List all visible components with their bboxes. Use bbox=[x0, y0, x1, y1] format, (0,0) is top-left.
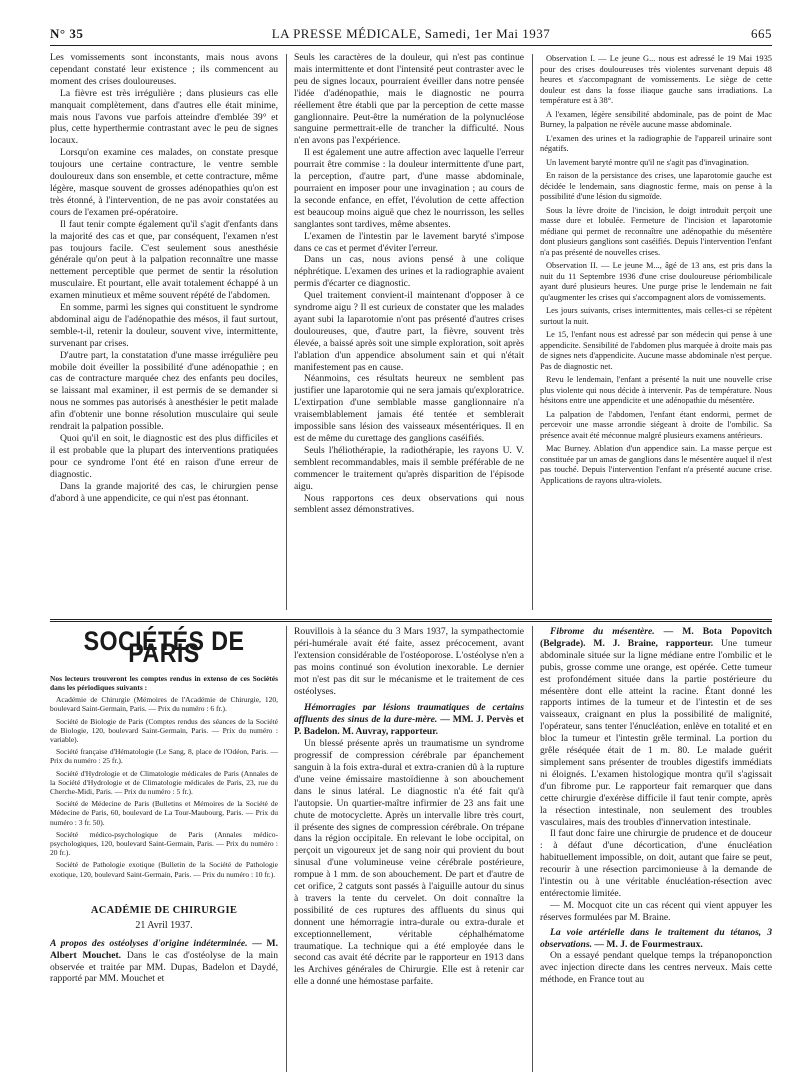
top-middle-column bbox=[294, 52, 524, 612]
article-author: — MM. J. Pervès et P. Badelon. M. Auvray, rapporteur. bbox=[294, 714, 524, 738]
session-date: 21 Avril 1937. bbox=[135, 919, 193, 931]
paragraph: Néanmoins, ces résultats heureux ne semblent pas justifier une laparotomie qui ne sera jamais qu'exploratrice. L'extirpation d'une semblable masse ganglionnaire n'a vraisemblablement jamais été tentée et semblerait impossible sans lésion des vaisseaux mésentériques. Il en est de même du curettage des ganglions caséifiés. bbox=[294, 373, 524, 444]
paragraph: Les vomissements sont inconstants, mais nous avons cependant constaté leur existence ; ils commencent au moment des crises douloureuses. bbox=[50, 52, 278, 87]
observation-paragraph: Observation II. — Le jeune M..., âgé de 13 ans, est pris dans la nuit du 11 Septembre 1936 d'une crise douloureuse périombilicale ayant duré plusieurs heures. Une purge prise le lendemain ne fait qu'augmenter les crises qui s'accompagnent alors de vomissements. bbox=[540, 261, 772, 302]
column-divider bbox=[532, 626, 533, 1072]
column-divider bbox=[286, 626, 287, 1072]
article-author: — M. J. de Fourmestraux. bbox=[594, 938, 703, 950]
page-header bbox=[50, 26, 772, 46]
column-divider bbox=[532, 54, 533, 610]
bottom-middle-column bbox=[294, 626, 524, 1074]
page-number: 665 bbox=[751, 26, 772, 41]
paragraph: Rouvillois à la séance du 3 Mars 1937, la sympathectomie péri-humérale avait été faite, assez précocement, avant l'extension considérable de l'ostéoporose. L'ostéolyse n'en a pas moins continué son évolution inexorable. Le dernier mot n'est pas dit sur le mécanisme et le traitement de ces ostéolyses. bbox=[294, 626, 524, 697]
societe-entry: Société de Biologie de Paris (Comptes rendus des séances de la Société de Biologie, 120, boulevard Saint-Germain, Paris. — Prix du numéro : variable). bbox=[50, 716, 278, 745]
observation-paragraph: La palpation de l'abdomen, l'enfant étant endormi, permet de percevoir une masse arrondie siégeant à droite de l'ombilic. Sa présence avait été méconnue malgré plusieurs examens antérieurs. bbox=[540, 409, 772, 440]
journal-title: LA PRESSE MÉDICALE, Samedi, 1er Mai 1937 bbox=[271, 26, 551, 41]
article-heading: La voie artérielle dans le traitement du tétanos, 3 observations. bbox=[540, 926, 772, 950]
observation-paragraph: Revu le lendemain, l'enfant a présenté la nuit une nouvelle crise plus violente qui nous décide à intervenir. Pas de température. Nous hésitons entre une appendicite et une adénopathie du mésentère. bbox=[540, 375, 772, 405]
paragraph: — M. Mocquot cite un cas récent qui vient appuyer les réserves formulées par M. Braine. bbox=[540, 899, 772, 923]
observation-paragraph: En raison de la persistance des crises, une laparotomie gauche est décidée le lendemain, sans diagnostic ferme, mais on pense à la possibilité d'une lésion du sigmoïde. bbox=[540, 171, 772, 201]
paragraph: Il faut tenir compte également qu'il s'agit d'enfants dans la majorité des cas et que, par conséquent, l'examen n'est pas toujours facile. C'est seulement sous anesthésie générale qu'on peut à la palpation reconnaître une masse nettement perceptible que permet de sentir la résolution musculaire. Et pourtant, elle avait totalement échappé à un examen minutieux et même souvent répété de l'abdomen. bbox=[50, 218, 278, 302]
observation-paragraph: Un lavement baryté montre qu'il ne s'agit pas d'invagination. bbox=[546, 157, 749, 167]
paragraph: On a essayé pendant quelque temps la trépanoponction avec injection directe dans les centres nerveux. Mais cette méthode, en France tout au bbox=[540, 950, 772, 986]
observation-paragraph: A l'examen, légère sensibilité abdominale, pas de point de Mac Burney, la palpation ne révèle aucune masse abdominale. bbox=[540, 109, 772, 129]
bottom-right-column bbox=[540, 626, 772, 1074]
paragraph: Il faut donc faire une chirurgie de prudence et de douceur : à défaut d'une décortication, d'une énucléation habituellement impossible, on doit, autant que faire se peut, recourir à une résection parcimonieuse à la demande de l'intestin ou à une véritable énucléation-résection avec entérectomie limitée. bbox=[540, 828, 772, 899]
societes-column bbox=[50, 626, 278, 1074]
journal-page bbox=[50, 26, 772, 1076]
observation-paragraph: Les jours suivants, crises intermittentes, mais celles-ci se répètent surtout la nuit. bbox=[540, 306, 772, 326]
paragraph: D'autre part, la constatation d'une masse irrégulière peu mobile doit éveiller la possibilité d'une adénopathie ; en cas de contracture marquée chez des enfants peu dociles, se laissant mal examiner, il est permis de se demander si nous ne sommes pas autorisés à anesthésier le petit malade afin d'obtenir une bonne résolution musculaire qui seule rendrait la palpation possible. bbox=[50, 349, 278, 433]
societe-entry: Société de Médecine de Paris (Bulletins et Mémoires de la Société de Médecine de Paris, 60, boulevard de La Tour-Maubourg, Paris. — Prix du numéro : 3 fr. 50). bbox=[50, 799, 278, 827]
paragraph: La fièvre est très irrégulière ; dans plusieurs cas elle manquait complètement, dans d'autres elle était minime, mais nous l'avons vue parfois atteindre d'emblée 39° et plus, cette hyperthermie contrastant avec le peu de signes locaux. bbox=[50, 87, 278, 147]
paragraph: Dans un cas, nous avions pensé à une colique néphrétique. L'examen des urines et la radiographie avaient permis d'écarter ce diagnostic. bbox=[294, 254, 524, 290]
societe-entry: Société française d'Hématologie (Le Sang, 8, place de l'Odéon, Paris. — Prix du numéro : 25 fr.). bbox=[50, 747, 278, 766]
article-author: — M. Bota Popovitch (Belgrade). M. J. Braine, rapporteur. bbox=[540, 626, 772, 649]
paragraph: Dans la grande majorité des cas, le chirurgien pense d'abord à une appendicite, ce qui n'est pas étonnant. bbox=[50, 480, 278, 504]
observation-paragraph: Mac Burney. Ablation d'un appendice sain. La masse perçue est constituée par un amas de ganglions dans le mésentère auquel il n'est pas touché. Depuis l'intervention l'enfant n'a présenté aucune crise. Applications de rayons ultra-violets. bbox=[540, 444, 772, 485]
article-text: Dans le cas d'ostéolyse de la main observée et traitée par MM. Dupas, Badelon et Daydé, rapporté par MM. Mouchet et bbox=[50, 949, 278, 985]
observation-paragraph: L'examen des urines et la radiographie de l'appareil urinaire sont négatifs. bbox=[540, 133, 772, 153]
paragraph: Seuls les caractères de la douleur, qui n'est pas continue mais intermittente et dont l'intensité peut contraster avec le peu de signes locaux, pourraient éveiller dans notre pensée l'idée d'adénopathie, mais le diagnostic ne pourra réellement être établi que par la perception de cette masse ganglionnaire. Peut-être la numération de la polynucléose sanguine permettrait-elle de trancher la difficulté. Nous n'en avons pas l'expérience. bbox=[294, 52, 524, 147]
top-left-column bbox=[50, 52, 278, 612]
societe-entry: Société de Pathologie exotique (Bulletin de la Société de Pathologie exotique, 120, boulevard Saint-Germain, Paris. — Prix du numéro : 10 fr.). bbox=[50, 860, 278, 879]
societes-list bbox=[50, 674, 278, 879]
societe-entry: Académie de Chirurgie (Mémoires de l'Académie de Chirurgie, 120, boulevard Saint-Germain, Paris. — Prix du numéro : 6 fr.). bbox=[50, 695, 278, 714]
article-author: — M. Albert Mouchet. bbox=[50, 937, 278, 961]
paragraph: Il est également une autre affection avec laquelle l'erreur pourrait être commise : la douleur intermittente d'une part, la perception, d'autre part, d'une masse abdominale, pourraient en imposer pour une invagination ; au cours de la seconde enfance, en effet, l'évolution de cette affection est beaucoup moins aiguë que chez le nourrisson, les selles sanglantes sont tardives, même absentes. bbox=[294, 147, 524, 230]
header-rule bbox=[50, 45, 772, 46]
paragraph: Nous rapportons ces deux observations qui nous semblent assez démonstratives. bbox=[294, 492, 524, 516]
academy-title: ACADÉMIE DE CHIRURGIE bbox=[90, 904, 238, 916]
paragraph: Lorsqu'on examine ces malades, on constate presque toujours une certaine contracture, le ventre semble douloureux dans son ensemble, et cette contracture, même légère, masque souvent de grosses adénopathies qu'on est très étonné, à l'intervention, de ne pas avoir constatées au cours de l'examen pré-opératoire. bbox=[50, 147, 278, 218]
article-text: Une tumeur abdominale située sur la ligne médiane entre l'ombilic et le pubis, grosse comme une orange, est opérée. Cette tumeur est profondément située dans la partie postérieure du mésentère dont elle atteint la racine. Étant donné les rapports intimes de la tumeur et de l'intestin et de ses vaisseaux, craignant en plus la possibilité de malignité, l'opérateur, sans tenter l'énucléation, enlève en totalité et en bloc la tumeur et l'intestin grêle terminal. La portion du grêle réséquée était de 1 m. 80. Le malade guérit simplement sans présenter de troubles digestifs immédiats ni éloignés. L'examen histologique montra qu'il s'agissait d'un fibrome pur. Le rapporteur fait remarquer que dans cette chirurgie d'exérèse difficile il faut tenir compte, après la résection intestinale, non seulement des troubles vasculaires, mais des troubles d'innervation intestinale. bbox=[540, 637, 772, 828]
observation-paragraph: Le 15, l'enfant nous est adressé par son médecin qui pense à une appendicite. Sensibilité de l'abdomen plus marquée à droite mais pas de signes nets d'appendicite. Aucune masse abdominale n'est perçue. Pas de diagnostic net. bbox=[540, 330, 772, 371]
column-divider bbox=[286, 54, 287, 610]
paragraph: Un blessé présente après un traumatisme un syndrome progressif de compression cérébrale par épanchement sanguin à la fois extra-dural et extra-cranien dû à la rupture d'une veine émissaire mastoïdienne à son abouchement dans le sinus latéral. Le diagnostic n'a été fait qu'à l'autopsie. Un quartier-maître infirmier de 23 ans fait une chute de motocyclette. Après un intervalle libre très court, il présente des signes de compression cérébrale. On trépane dans la région occipitale. En relevant le lobe occipital, on perçoit un vigoureux jet de sang noir qui provient du bout sinusal d'une volumineuse veine cérébrale postérieure, rompue à 1 mm. de son abouchement. De part et d'autre de cet orifice, 2 catguts sont passés à l'aiguille autour du sinus à travers la tente du cervelet. On doit connaître la possibilité de ces ruptures des affluents du sinus qui donnent une hémorragie intra-durale ou extra-durale et exceptionnellement, véritable céphalhématome traumatique. La technique qui a été employée dans le second cas avait été décrite par le rapporteur en 1913 dans les Archives générales de Chirurgie. Elle est à retenir car elle a donné une hémostase parfaite. bbox=[294, 738, 524, 988]
observation-paragraph: Sous la lèvre droite de l'incision, le doigt introduit perçoit une masse dure et lobulée. Fermeture de l'incision et laparotomie médiane qui permet de reconnaître une adénopathie du mésentère dont plusieurs ganglions sont caséifiés. Depuis l'intervention l'enfant n'a pas présenté de nouvelles crises. bbox=[540, 205, 772, 257]
article-heading: Hémorragies par lésions traumatiques de certains affluents des sinus de la dure-mère. bbox=[294, 702, 524, 726]
societe-entry: Société médico-psychologique de Paris (Annales médico-psychologiques, 120, boulevard Saint-Germain, Paris. — Prix du numéro : 20 fr.). bbox=[50, 829, 278, 858]
observation-paragraph: Observation I. — Le jeune G... nous est adressé le 19 Mai 1935 pour des crises douloureuses très violentes survenant depuis 48 heures et s'accompagnant de vomissements. Le siège de cette douleur est dans la fosse iliaque gauche sans irradiations. La température est à 38°. bbox=[540, 54, 772, 105]
paragraph: Seuls l'héliothérapie, la radiothérapie, les rayons U. V. semblent recommandables, mais il semble préférable de ne commencer le traitement qu'après disparition de l'épisode aigu. bbox=[294, 444, 524, 492]
paragraph: Quoi qu'il en soit, le diagnostic est des plus difficiles et il est probable que la plupart des interventions pratiquées pour ce syndrome l'ont été en raison d'une erreur de diagnostic. bbox=[50, 433, 278, 480]
issue-number: N° 35 bbox=[50, 26, 84, 41]
article-heading: Fibrome du mésentère. bbox=[550, 626, 655, 637]
societe-entry: Société d'Hydrologie et de Climatologie médicales de Paris (Annales de la Société d'Hydrologie et de Climatologie médicales de Paris, 23, rue du Cherche-Midi, Paris. — Prix du numéro : 5 fr.). bbox=[50, 768, 278, 797]
article-heading: A propos des ostéolyses d'origine indéterminée. bbox=[50, 937, 248, 949]
section-title: SOCIÉTÉS DE PARIS bbox=[83, 626, 245, 668]
paragraph: Quel traitement convient-il maintenant d'opposer à ce syndrome aigu ? Il est curieux de constater que les malades ayant subi la laparotomie n'ont pas présenté d'autres crises douloureuses, que, d'autre part, la fièvre, souvent très élevée, a baissé après soit une simple exploration, soit après l'ablation d'un appendice absolument sain et qui n'était manifestement pas en cause. bbox=[294, 290, 524, 373]
paragraph: L'examen de l'intestin par le lavement baryté s'impose dans ce cas et permet d'éviter l'erreur. bbox=[294, 230, 524, 254]
top-right-column bbox=[540, 54, 772, 612]
paragraph: En somme, parmi les signes qui constituent le syndrome abdominal aigu de l'adénopathie des mésos, il faut surtout, semble-t-il, retenir la douleur, souvent vive, intermittente, survenant par crises. bbox=[50, 302, 278, 349]
societes-intro: Nos lecteurs trouveront les comptes rendus in extenso de ces Sociétés dans les périodiques suivants : bbox=[50, 673, 278, 693]
section-rule bbox=[50, 619, 772, 622]
